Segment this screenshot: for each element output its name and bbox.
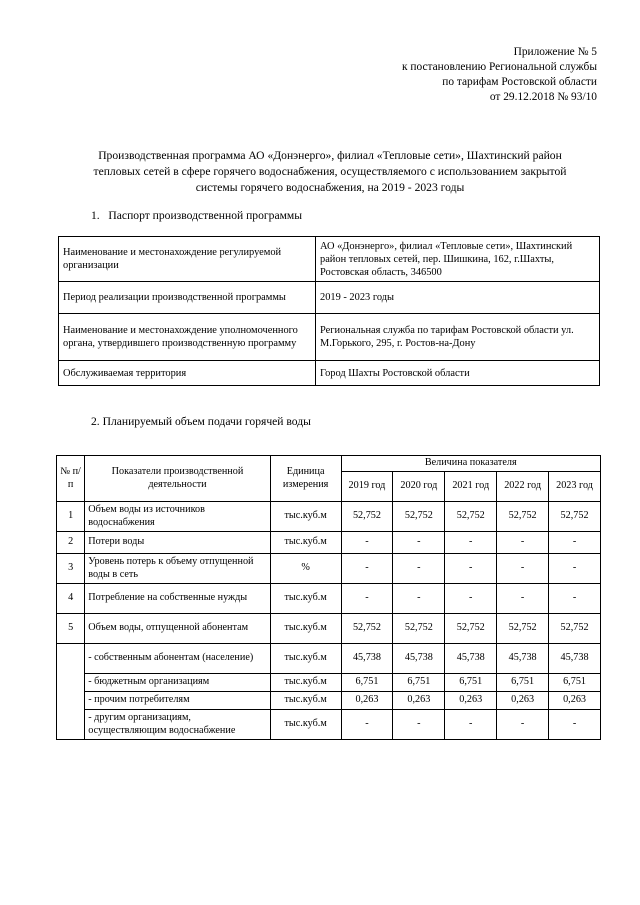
row-value: 52,752: [341, 614, 393, 644]
row-value: -: [341, 532, 393, 554]
row-value: 6,751: [445, 674, 497, 692]
passport-key: Наименование и местонахождение уполномоченного органа, утвердившего производственную программу: [59, 314, 316, 361]
row-num: 4: [57, 584, 85, 614]
row-value: 52,752: [549, 614, 601, 644]
row-value: -: [393, 710, 445, 740]
passport-value: АО «Донэнерго», филиал «Тепловые сети», Шахтинский район тепловых сетей, пер. Шишкина, 162, г.Шахты, Ростовская область, 346500: [316, 237, 600, 282]
row-value: 0,263: [549, 692, 601, 710]
table-row: [59, 361, 600, 386]
table-row: [57, 710, 601, 740]
row-value: -: [445, 554, 497, 584]
appendix-line: по тарифам Ростовской области: [442, 76, 597, 88]
row-value: -: [549, 710, 601, 740]
row-unit: тыс.куб.м: [270, 502, 341, 532]
row-value: -: [497, 554, 549, 584]
row-value: 52,752: [393, 614, 445, 644]
row-indicator: Потери воды: [85, 532, 270, 554]
row-value: -: [393, 554, 445, 584]
table-row: [57, 614, 601, 644]
table-row: [57, 554, 601, 584]
passport-value: Региональная служба по тарифам Ростовской области ул. М.Горького, 295, г. Ростов-на-Дону: [316, 314, 600, 361]
appendix-line: к постановлению Региональной службы: [401, 61, 597, 73]
row-value: -: [549, 554, 601, 584]
row-indicator: Объем воды из источников водоснабжения: [85, 502, 270, 532]
row-unit: тыс.куб.м: [270, 644, 341, 674]
row-value: 0,263: [497, 692, 549, 710]
appendix-line: от 29.12.2018 № 93/10: [489, 91, 597, 103]
row-indicator: - другим организациям, осуществляющим водоснабжение: [85, 710, 270, 740]
title-line: Производственная программа АО «Донэнерго», филиал «Тепловые сети», Шахтинский район: [98, 149, 562, 162]
table-row: [57, 674, 601, 692]
table-row: [57, 644, 601, 674]
row-value: -: [341, 710, 393, 740]
passport-table: [58, 236, 600, 386]
row-value: 0,263: [445, 692, 497, 710]
row-unit: тыс.куб.м: [270, 584, 341, 614]
row-value: 52,752: [393, 502, 445, 532]
row-indicator: - бюджетным организациям: [85, 674, 270, 692]
table-header-row: [57, 456, 601, 472]
table-row: [59, 314, 600, 361]
row-num: 1: [57, 502, 85, 532]
row-value: 52,752: [497, 614, 549, 644]
header-year: 2023 год: [549, 472, 601, 502]
row-num: 5: [57, 614, 85, 644]
row-indicator: Уровень потерь к объему отпущенной воды в сеть: [85, 554, 270, 584]
row-value: 45,738: [497, 644, 549, 674]
row-value: -: [549, 532, 601, 554]
row-value: 52,752: [445, 614, 497, 644]
table-row: [57, 692, 601, 710]
row-indicator: - собственным абонентам (население): [85, 644, 270, 674]
passport-key: Период реализации производственной программы: [59, 282, 316, 314]
row-unit: тыс.куб.м: [270, 674, 341, 692]
passport-value: Город Шахты Ростовской области: [316, 361, 600, 386]
row-indicator: Объем воды, отпущенной абонентам: [85, 614, 270, 644]
row-value: -: [497, 532, 549, 554]
row-value: -: [445, 710, 497, 740]
section-2-heading: 2. Планируемый объем подачи горячей воды: [91, 415, 311, 428]
row-value: 52,752: [445, 502, 497, 532]
header-unit: Единица измерения: [270, 456, 341, 502]
passport-key: Обслуживаемая территория: [59, 361, 316, 386]
section-1-heading: [91, 209, 302, 222]
section-title: Паспорт производственной программы: [108, 209, 303, 222]
appendix-header: [402, 45, 597, 105]
row-value: 45,738: [393, 644, 445, 674]
table-row: [57, 584, 601, 614]
table-row: [57, 532, 601, 554]
row-value: -: [341, 554, 393, 584]
header-num: № п/п: [57, 456, 85, 502]
section-number: 1.: [91, 209, 100, 222]
row-unit: тыс.куб.м: [270, 614, 341, 644]
row-value: -: [497, 584, 549, 614]
passport-key: Наименование и местонахождение регулируемой организации: [59, 237, 316, 282]
row-value: -: [393, 584, 445, 614]
row-value: 6,751: [497, 674, 549, 692]
row-value: -: [445, 532, 497, 554]
table-row: [59, 237, 600, 282]
water-volume-table: [56, 455, 601, 740]
row-value: 6,751: [341, 674, 393, 692]
document-title: [40, 148, 620, 196]
title-line: системы горячего водоснабжения, на 2019 - 2023 годы: [195, 181, 465, 194]
row-unit: тыс.куб.м: [270, 692, 341, 710]
header-year: 2020 год: [393, 472, 445, 502]
table-row: [59, 282, 600, 314]
row-value: 6,751: [549, 674, 601, 692]
header-year: 2022 год: [497, 472, 549, 502]
appendix-line: Приложение № 5: [513, 46, 597, 58]
row-value: -: [549, 584, 601, 614]
header-year: 2019 год: [341, 472, 393, 502]
row-unit: тыс.куб.м: [270, 532, 341, 554]
row-value: -: [341, 584, 393, 614]
row-value: -: [445, 584, 497, 614]
row-value: -: [497, 710, 549, 740]
row-value: 0,263: [341, 692, 393, 710]
row-value: 6,751: [393, 674, 445, 692]
row-value: 45,738: [341, 644, 393, 674]
row-indicator: - прочим потребителям: [85, 692, 270, 710]
row-unit: тыс.куб.м: [270, 710, 341, 740]
row-num: 2: [57, 532, 85, 554]
row-value: 52,752: [549, 502, 601, 532]
row-value: 45,738: [549, 644, 601, 674]
row-value: 0,263: [393, 692, 445, 710]
passport-value: 2019 - 2023 годы: [316, 282, 600, 314]
header-indicator: Показатели производственной деятельности: [85, 456, 270, 502]
title-line: тепловых сетей в сфере горячего водоснабжения, осуществляемого с использованием закрытой: [93, 165, 567, 178]
table-row: [57, 502, 601, 532]
header-value-group: Величина показателя: [341, 456, 600, 472]
row-value: 52,752: [497, 502, 549, 532]
row-value: -: [393, 532, 445, 554]
row-num: 3: [57, 554, 85, 584]
row-unit: %: [270, 554, 341, 584]
header-year: 2021 год: [445, 472, 497, 502]
row-value: 52,752: [341, 502, 393, 532]
row-num: [57, 644, 85, 740]
row-value: 45,738: [445, 644, 497, 674]
row-indicator: Потребление на собственные нужды: [85, 584, 270, 614]
